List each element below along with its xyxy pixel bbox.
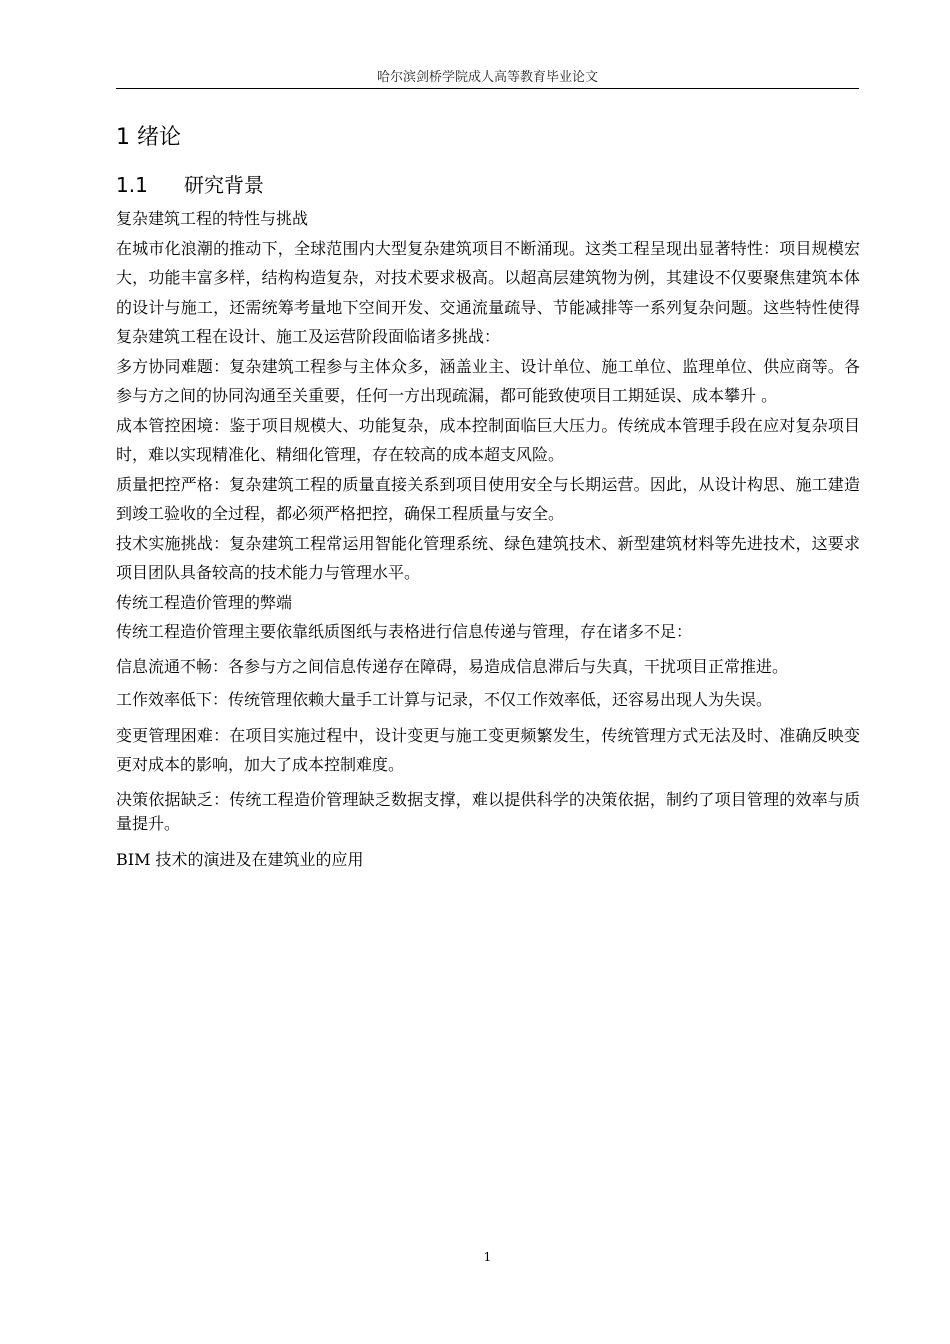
paragraph-technology: 技术实施挑战：复杂建筑工程常运用智能化管理系统、绿色建筑技术、新型建筑材料等先进技术，这要求项目团队具备较高的技术能力与管理水平。 (116, 533, 860, 582)
subheading-traditional-drawbacks: 传统工程造价管理的弊端 (116, 592, 293, 612)
subheading-features-challenges: 复杂建筑工程的特性与挑战 (116, 209, 309, 228)
subheading-bim: BIM 技术的演进及在建筑业的应用 (116, 849, 364, 869)
paragraph-traditional-intro: 传统工程造价管理主要依靠纸质图纸与表格进行信息传递与管理，存在诸多不足： (116, 622, 693, 641)
paragraph-quality: 质量把控严格：复杂建筑工程的质量直接关系到项目使用安全与长期运营。因此，从设计构思、施工建造到竣工验收的全过程，都必须严格把控，确保工程质量与安全。 (116, 474, 860, 523)
paragraph-decision-basis: 决策依据缺乏：传统工程造价管理缺乏数据支撑，难以提供科学的决策依据，制约了项目管理的效率与质量提升。 (116, 789, 860, 833)
paragraph-information-flow: 信息流通不畅：各参与方之间信息传递存在障碍，易造成信息滞后与失真，干扰项目正常推进。 (116, 656, 789, 676)
paragraph-collaboration: 多方协同难题：复杂建筑工程参与主体众多，涵盖业主、设计单位、施工单位、监理单位、供应商等。各参与方之间的协同沟通至关重要，任何一方出现疏漏，都可能致使项目工期延误、成本攀升 。 (116, 356, 860, 405)
paragraph-cost-control: 成本管控困境：鉴于项目规模大、功能复杂，成本控制面临巨大压力。传统成本管理手段在应对复杂项目时，难以实现精准化、精细化管理，存在较高的成本超支风险。 (116, 415, 860, 464)
paragraph-urbanization: 在城市化浪潮的推动下，全球范围内大型复杂建筑项目不断涌现。这类工程呈现出显著特性：项目规模宏大，功能丰富多样，结构构造复杂，对技术要求极高。以超高层建筑物为例，其建设不仅要聚焦建筑本体的设计与施工，还需统筹考量地下空间开发、交通流量疏导、节能减排等一系列复杂问题。这些特性使得复杂建筑工程在设计、施工及运营阶段面临诸多挑战： (116, 238, 860, 346)
page-number: 1 (483, 1250, 492, 1264)
header-divider (116, 88, 859, 89)
section-heading (116, 170, 860, 200)
paragraph-change-management: 变更管理困难：在项目实施过程中，设计变更与施工变更频繁发生，传统管理方式无法及时、准确反映变更对成本的影响，加大了成本控制难度。 (116, 725, 860, 774)
chapter-heading: 1 绪论 (116, 125, 181, 150)
section-title: 研究背景 (184, 173, 264, 197)
running-header: 哈尔滨剑桥学院成人高等教育毕业论文 (376, 70, 598, 85)
paragraph-efficiency: 工作效率低下：传统管理依赖大量手工计算与记录，不仅工作效率低，还容易出现人为失误。 (116, 689, 773, 709)
section-number: 1.1 (116, 173, 148, 197)
page-body (116, 120, 860, 874)
